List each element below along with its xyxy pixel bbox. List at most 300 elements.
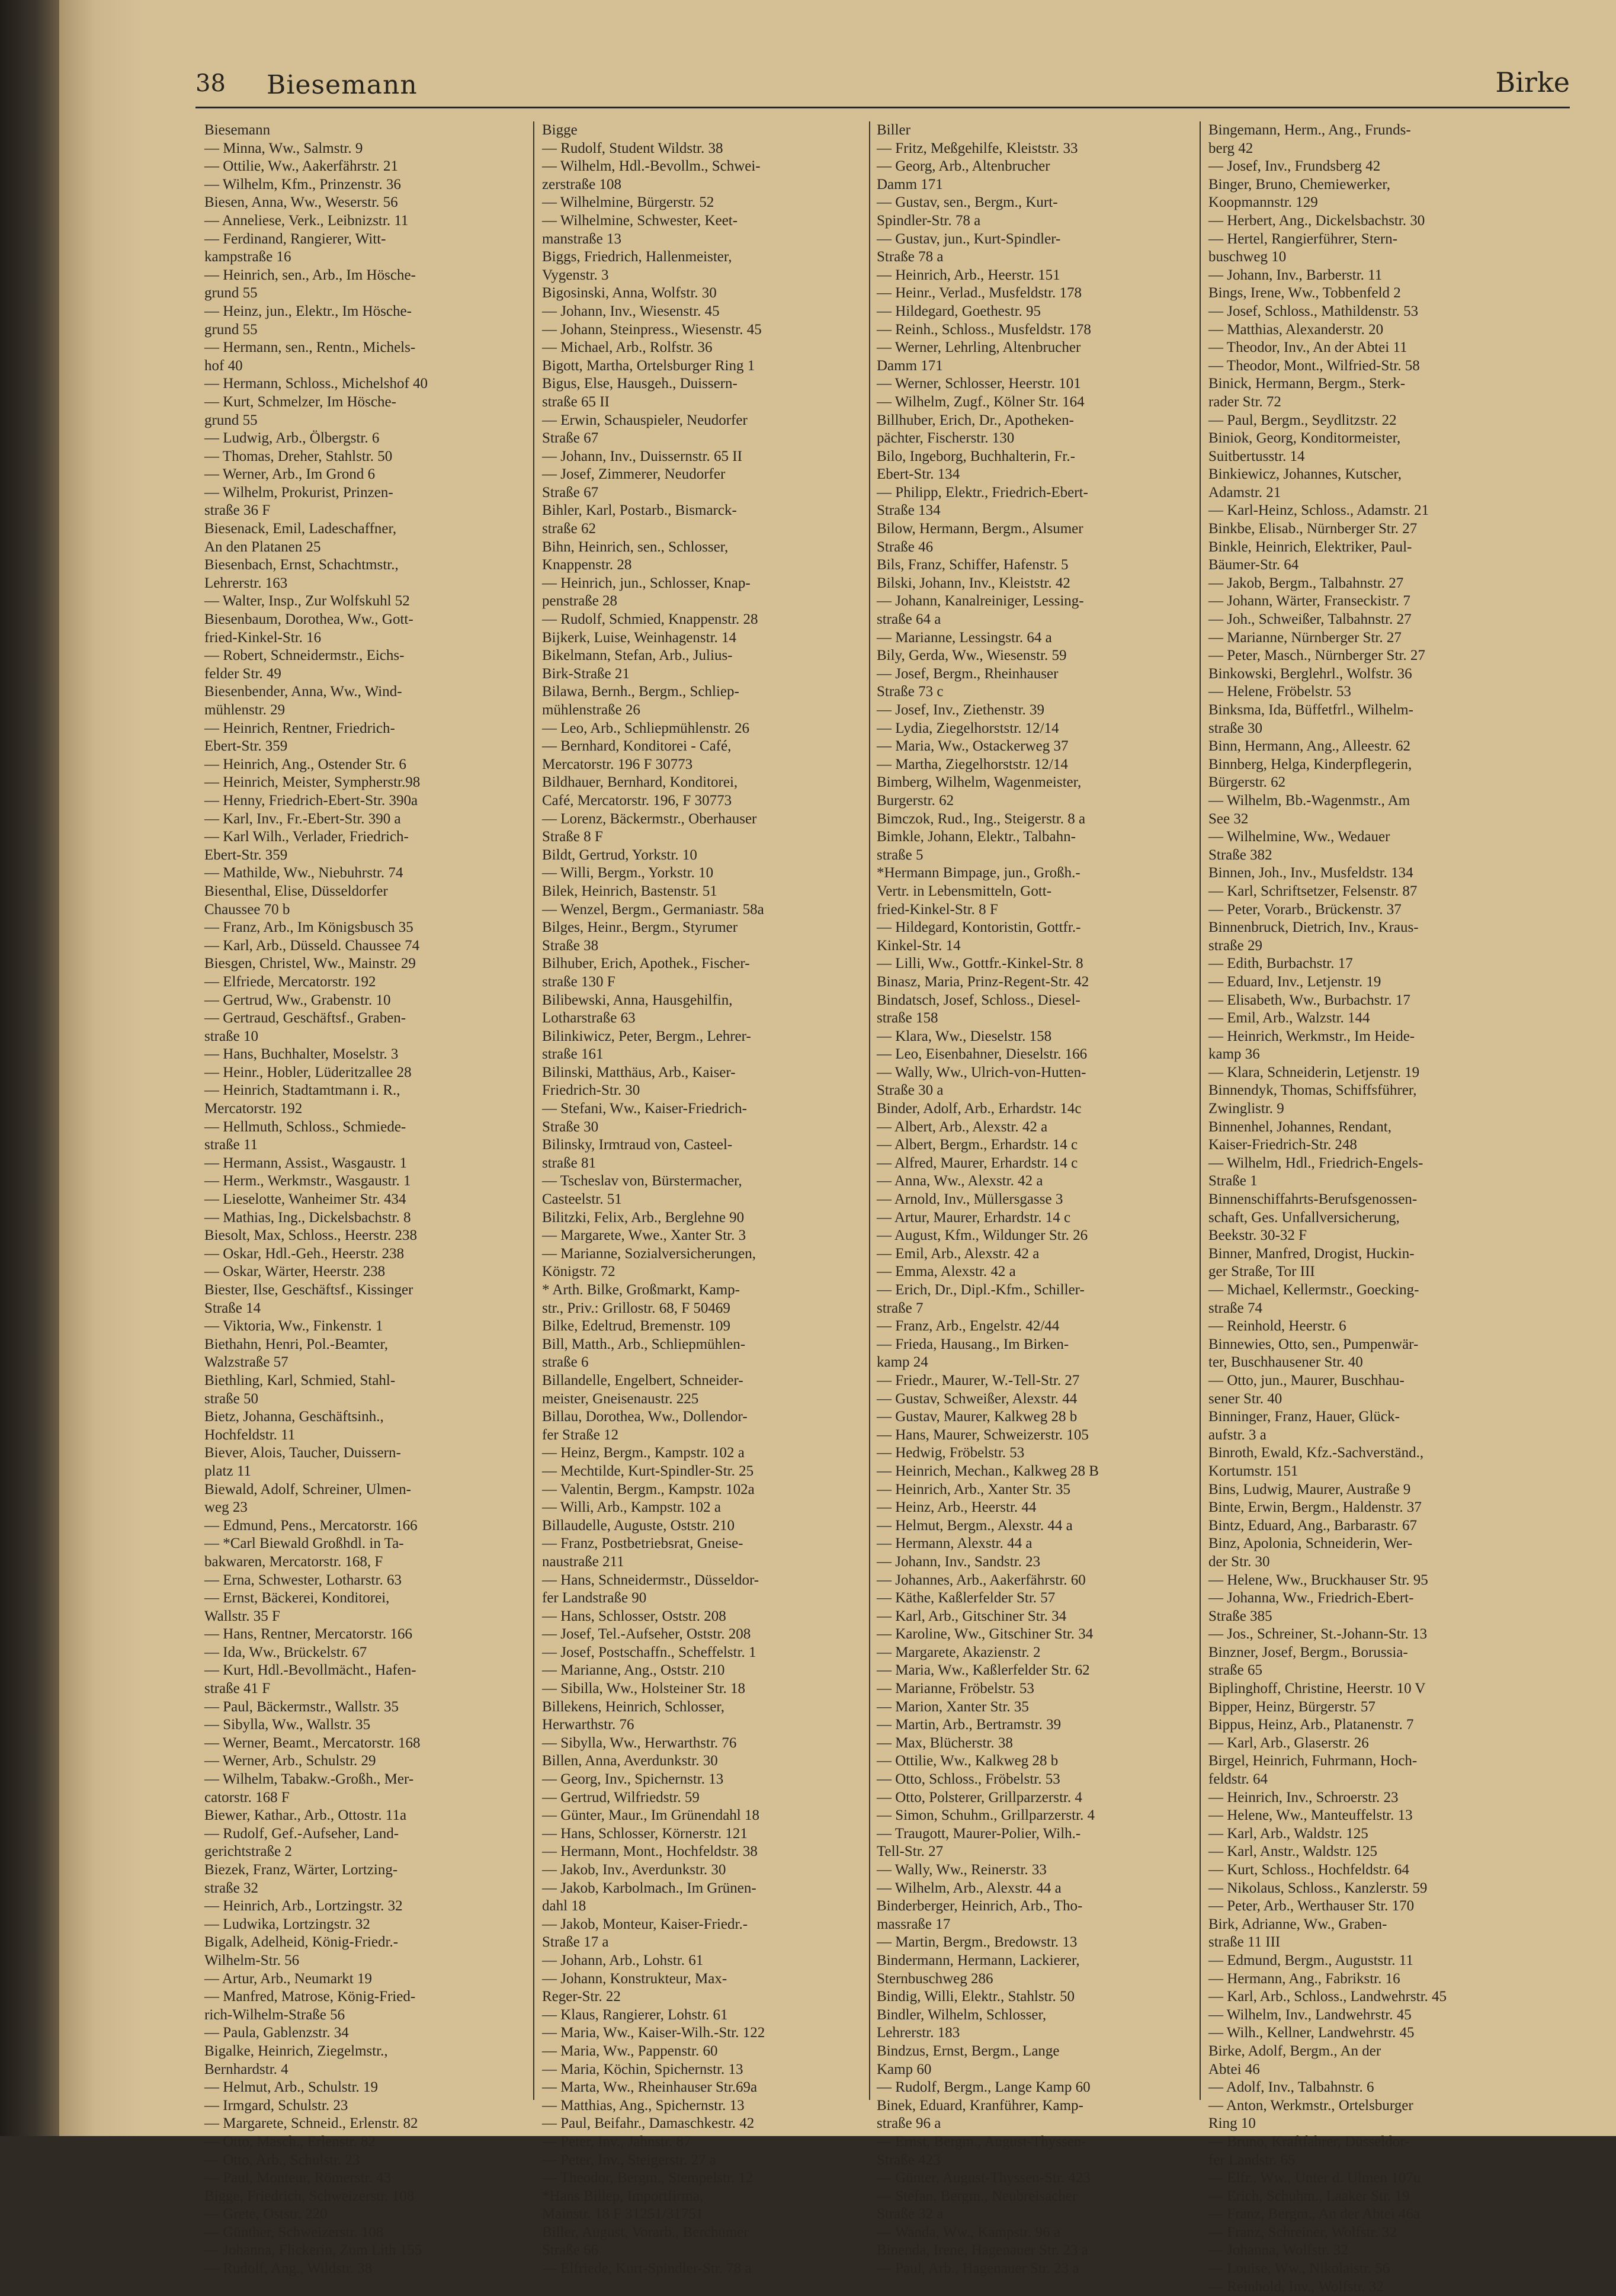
directory-entry-line: — Maria, Ww., Kaßlerfelder Str. 62 [877,1662,1090,1679]
directory-entry-line: — Max, Blücherstr. 38 [877,1734,1013,1751]
directory-entry-line: Kinkel-Str. 14 [877,937,961,954]
directory-entry-line: Biethahn, Henri, Pol.-Beamter, [204,1336,389,1352]
directory-entry-line: Billandelle, Engelbert, Schneider- [542,1372,743,1388]
directory-entry-line: Binnberg, Helga, Kinderpflegerin, [1208,756,1412,772]
directory-entry-line: — Franz, Bergm., An der Abtei 46a [1208,2206,1421,2223]
directory-entry-line: — Hans, Schlosser, Körnerstr. 121 [542,1825,748,1842]
directory-entry-line: — Elisabeth, Ww., Burbachstr. 17 [1208,992,1410,1008]
directory-entry-line: — Frieda, Hausang., Im Birken- [877,1336,1069,1352]
directory-entry-line: Binnen, Joh., Inv., Musfeldstr. 134 [1208,865,1413,881]
directory-entry-line: — Kurt, Schmelzer, Im Hösche- [204,393,396,410]
directory-entry-line: buschweg 10 [1208,249,1287,265]
directory-entry-line: Straße 46 [877,538,934,555]
directory-entry-line: — Hermann, Ang., Fabrikstr. 16 [1208,1970,1400,1987]
directory-entry-line: — Otto, jun., Maurer, Buschhau- [1208,1372,1405,1388]
directory-entry-line: — Wilhelmine, Ww., Wedauer [1208,829,1390,845]
directory-entry-line: Birk, Adrianne, Ww., Graben- [1208,1916,1387,1932]
directory-entry-line: Binninger, Franz, Hauer, Glück- [1208,1409,1400,1425]
directory-entry-line: — Josef, Zimmerer, Neudorfer [542,466,726,483]
directory-entry-line: — Wilhelmine, Bürgerstr. 52 [542,194,714,211]
directory-entry-line: der Str. 30 [1208,1553,1270,1570]
directory-entry-line: — Karl, Arb., Düsseld. Chaussee 74 [204,937,420,954]
directory-entry-line: — Gustav, sen., Bergm., Kurt- [877,194,1058,211]
directory-entry-line: straße 29 [1208,937,1262,954]
directory-entry-line: — Karl, Arb., Waldstr. 125 [1208,1825,1368,1842]
directory-entry-line: Casteelstr. 51 [542,1191,622,1208]
directory-entry-line: — Heinr., Hobler, Lüderitzallee 28 [204,1064,412,1080]
directory-entry-line: straße 7 [877,1300,924,1316]
directory-entry-line: Binte, Erwin, Bergm., Haldenstr. 37 [1208,1499,1422,1516]
directory-entry-line: — Gertrud, Wilfriedstr. 59 [542,1789,700,1806]
directory-entry-line: — Sibylla, Ww., Herwarthstr. 76 [542,1734,737,1751]
directory-entry-line: kampstraße 16 [204,249,291,265]
directory-entry-line: — Elfr., Ww., Unter d. Ulmen 107u [1208,2170,1421,2186]
directory-entry-line: Bings, Irene, Ww., Tobbenfeld 2 [1208,285,1401,302]
directory-entry-line: Binkle, Heinrich, Elektriker, Paul- [1208,538,1412,555]
directory-entry-line: Bilawa, Bernh., Bergm., Schliep- [542,684,739,700]
directory-entry-line: Biever, Alois, Taucher, Duissern- [204,1445,401,1461]
directory-entry-line: Bijkerk, Luise, Weinhagenstr. 14 [542,629,737,646]
directory-entry-line: Binnenhel, Johannes, Rendant, [1208,1118,1391,1135]
directory-entry-line: — Josef, Bergm., Rheinhauser [877,665,1059,682]
directory-entry-line: — Klara, Schneiderin, Letjenstr. 19 [1208,1064,1420,1080]
directory-entry-line: — Michael, Kellermstr., Goecking- [1208,1282,1419,1298]
directory-entry-line: Biesgen, Christel, Ww., Mainstr. 29 [204,955,416,972]
directory-entry-line: — Ernst, Bergm., August-Thyssen- [877,2133,1086,2150]
directory-entry-line: gerichtstraße 2 [204,1843,292,1860]
directory-entry-line: Biggs, Friedrich, Hallenmeister, [542,249,732,265]
directory-entry-line: — Ida, Ww., Brückelstr. 67 [204,1644,367,1660]
directory-entry-line: — Helmut, Bergm., Alexstr. 44 a [877,1517,1073,1534]
directory-entry-line: massraße 17 [877,1916,951,1932]
running-head-right: Birke [1495,66,1570,98]
directory-entry-line: — Matthias, Alexanderstr. 20 [1208,321,1384,338]
book-binding [0,0,59,2136]
directory-entry-line: Straße 38 [542,937,599,954]
directory-entry-line: — Margarete, Akazienstr. 2 [877,1644,1041,1660]
directory-entry-line: Binnenbruck, Dietrich, Inv., Kraus- [1208,919,1419,936]
directory-entry-line: — Hertel, Rangierführer, Stern- [1208,230,1398,247]
directory-entry-line: — Maria, Ww., Ostackerweg 37 [877,738,1069,755]
directory-entry-line: Bihler, Karl, Postarb., Bismarck- [542,502,737,519]
directory-entry-line: — Karoline, Ww., Gitschiner Str. 34 [877,1626,1094,1643]
directory-entry-line: Bernhardstr. 4 [204,2061,288,2077]
directory-entry-line: — Ludwig, Arb., Ölbergstr. 6 [204,430,380,447]
directory-entry-line: — Marta, Ww., Rheinhauser Str.69a [542,2079,758,2096]
directory-entry-line: — Marianne, Ang., Oststr. 210 [542,1662,725,1679]
directory-entry-line: — Hermann, Schloss., Michelshof 40 [204,376,428,392]
directory-entry-line: Lehrerstr. 163 [204,575,288,591]
directory-entry-line: — Sibilla, Ww., Holsteiner Str. 18 [542,1681,746,1697]
directory-entry-line: Binek, Eduard, Kranführer, Kamp- [877,2097,1083,2114]
directory-entry-line: Bilski, Johann, Inv., Kleiststr. 42 [877,575,1070,591]
directory-entry-line: — Robert, Schneidermstr., Eichs- [204,647,405,664]
directory-entry-line: — Paul, Arb., Hagenauer Str. 23 a [877,2260,1079,2277]
directory-entry-line: — Leo, Arb., Schliepmühlenstr. 26 [542,720,749,736]
directory-entry-line: — Hermann, Mont., Hochfeldstr. 38 [542,1843,758,1860]
directory-entry-line: straße 10 [204,1028,258,1044]
directory-entry-line: — Heinrich, jun., Schlosser, Knap- [542,575,751,591]
directory-entry-line: str., Priv.: Grillostr. 68, F 50469 [542,1300,730,1316]
directory-entry-line: — Wilhelm, Inv., Landwehrstr. 45 [1208,2006,1412,2023]
directory-entry-line: — Karl Wilh., Verlader, Friedrich- [204,829,409,845]
directory-entry-line: — Lieselotte, Wanheimer Str. 434 [204,1191,406,1208]
directory-entry-line: Mercatorstr. 192 [204,1101,303,1117]
directory-entry-line: — Anna, Ww., Alexstr. 42 a [877,1173,1043,1189]
directory-entry-line: Binkbe, Elisab., Nürnberger Str. 27 [1208,521,1418,537]
directory-entry-line: — Jos., Schreiner, St.-Johann-Str. 13 [1208,1626,1428,1643]
directory-entry-line: dahl 18 [542,1898,586,1915]
directory-entry-line: straße 36 F [204,502,271,519]
directory-entry-line: Bigus, Else, Hausgeh., Duissern- [542,376,738,392]
directory-entry-line: — Paul, Monteur, Römerstr. 43 [204,2170,391,2186]
directory-entry-line: Binkiewicz, Johannes, Kutscher, [1208,466,1402,483]
directory-entry-line: berg 42 [1208,140,1253,156]
directory-entry-line: Straße 66 [542,2242,599,2259]
directory-entry-line: Bigge, Friedrich, Schweizerstr. 108 [204,2188,415,2204]
directory-entry-line: — Rudolf, Schmied, Knappenstr. 28 [542,611,758,628]
directory-entry-line: — Elfriede, Mercatorstr. 192 [204,973,376,990]
directory-entry-line: — Erich, Dr., Dipl.-Kfm., Schiller- [877,1282,1085,1298]
directory-entry-line: Damm 171 [877,176,943,193]
directory-entry-line: — Fritz, Meßgehilfe, Kleiststr. 33 [877,140,1078,156]
directory-column-3 [877,121,1203,2277]
directory-entry-line: Bindermann, Hermann, Lackierer, [877,1952,1080,1968]
directory-entry-line: Biesenack, Emil, Ladeschaffner, [204,521,397,537]
directory-entry-line: — Heinrich, Inv., Schroerstr. 23 [1208,1789,1399,1806]
directory-entry-line: — Erna, Schwester, Lotharstr. 63 [204,1572,402,1588]
directory-entry-line: — Bernhard, Konditorei - Café, [542,738,732,755]
directory-entry-line: ger Straße, Tor III [1208,1264,1315,1280]
directory-entry-line: Biesenbaum, Dorothea, Ww., Gott- [204,611,413,628]
directory-entry-line: straße 6 [542,1354,589,1371]
directory-entry-line: — Wilhelm, Kfm., Prinzenstr. 36 [204,176,401,193]
directory-entry-line: — Wanda, Ww., Kampstr. 96 a [877,2224,1060,2240]
directory-entry-line: — Georg, Arb., Altenbrucher [877,158,1050,175]
directory-entry-line: — Edmund, Bergm., Auguststr. 11 [1208,1952,1413,1968]
directory-entry-line: — Johann, Wärter, Franseckistr. 7 [1208,593,1410,610]
directory-entry-line: — Artur, Arb., Neumarkt 19 [204,1970,372,1987]
directory-entry-line: — Paula, Gablenzstr. 34 [204,2025,349,2041]
directory-entry-line: — Wilhelm, Bb.-Wagenmstr., Am [1208,792,1410,809]
directory-entry-line: Binasz, Maria, Prinz-Regent-Str. 42 [877,973,1089,990]
directory-entry-line: — Hans, Schneidermstr., Düsseldor- [542,1572,759,1588]
directory-entry-line: — Klara, Ww., Dieselstr. 158 [877,1028,1052,1044]
directory-entry-line: — Stefan, Bergm., Neubreisacher [877,2188,1078,2204]
directory-entry-line: — Helene, Ww., Bruckhauser Str. 95 [1208,1572,1428,1588]
directory-entry-line: mühlenstr. 29 [204,702,286,718]
directory-entry-line: grund 55 [204,321,258,338]
directory-entry-line: Straße 67 [542,484,599,501]
directory-entry-line: straße 32 [204,1880,258,1896]
directory-entry-line: straße 158 [877,1010,938,1027]
directory-entry-line: straße 11 [204,1137,258,1153]
directory-entry-line: — Michael, Arb., Rolfstr. 36 [542,339,713,356]
directory-entry-line: Straße 1 [1208,1173,1258,1189]
directory-entry-line: Straße 14 [204,1300,261,1316]
directory-entry-line: Binnendyk, Thomas, Schiffsführer, [1208,1082,1417,1099]
directory-entry-line: fried-Kinkel-Str. 16 [204,629,322,646]
directory-entry-line: Ebert-Str. 134 [877,466,960,483]
directory-entry-line: — Stefani, Ww., Kaiser-Friedrich- [542,1101,747,1117]
directory-entry-line: — Traugott, Maurer-Polier, Wilh.- [877,1825,1081,1842]
directory-entry-line: *Hans Billep, Importfirma, [542,2188,704,2204]
directory-entry-line: rich-Wilhelm-Straße 56 [204,2006,345,2023]
directory-entry-line: — Heinrich, Arb., Lortzingstr. 32 [204,1898,403,1915]
directory-entry-line: straße 65 [1208,1662,1262,1679]
directory-page [59,0,1616,2295]
directory-entry-line: — Maria, Köchin, Spichernstr. 13 [542,2061,743,2077]
directory-column-4 [1208,121,1534,2295]
directory-entry-line: — Wilh., Kellner, Landwehrstr. 45 [1208,2025,1415,2041]
directory-entry-line: — Irmgard, Schulstr. 23 [204,2097,348,2114]
directory-entry-line: grund 55 [204,285,258,302]
directory-entry-line: Bindler, Wilhelm, Schlosser, [877,2006,1047,2023]
directory-entry-line: — Herbert, Ang., Dickelsbachstr. 30 [1208,212,1425,229]
directory-entry-line: Binksma, Ida, Büffetfrl., Wilhelm- [1208,702,1413,718]
directory-entry-line: — Werner, Arb., Im Grond 6 [204,466,376,483]
directory-entry-line: Biethling, Karl, Schmied, Stahl- [204,1372,396,1388]
directory-entry-line: — Heinrich, Werkmstr., Im Heide- [1208,1028,1415,1044]
directory-entry-line: Koopmannstr. 129 [1208,194,1318,211]
directory-entry-line: Straße 385 [1208,1608,1272,1624]
directory-entry-line: — Erwin, Schauspieler, Neudorfer [542,412,748,428]
directory-entry-line: straße 161 [542,1046,604,1063]
directory-entry-line: Ring 10 [1208,2115,1256,2132]
directory-entry-line: Bipper, Heinz, Bürgerstr. 57 [1208,1698,1375,1715]
directory-entry-line: Binkowski, Berglehrl., Wolfstr. 36 [1208,665,1412,682]
directory-entry-line: Café, Mercatorstr. 196, F 30773 [542,792,732,809]
directory-entry-line: — Klaus, Rangierer, Lohstr. 61 [542,2006,728,2023]
directory-entry-line: Bigosinski, Anna, Wolfstr. 30 [542,285,717,302]
directory-entry-line: — Karl, Arb., Schloss., Landwehrstr. 45 [1208,1989,1447,2005]
directory-entry-line: — Georg, Inv., Spichernstr. 13 [542,1771,724,1788]
directory-entry-line: Kamp 60 [877,2061,932,2077]
directory-entry-line: hof 40 [204,357,243,374]
directory-entry-line: ter, Buschhausener Str. 40 [1208,1354,1363,1371]
directory-entry-line: — Rudolf, Ang., Wildstr. 38 [204,2260,373,2277]
directory-entry-line: Straße 17 a [542,1934,609,1951]
directory-entry-line: — *Carl Biewald Großhdl. in Ta- [204,1535,404,1552]
directory-entry-line: — Jakob, Monteur, Kaiser-Friedr.- [542,1916,748,1932]
directory-entry-line: Königstr. 72 [542,1264,615,1280]
directory-entry-line: — Heinrich, sen., Arb., Im Hösche- [204,267,416,283]
directory-entry-line: — Theodor, Mont., Wilfried-Str. 58 [1208,357,1420,374]
directory-entry-line: — Sibylla, Ww., Wallstr. 35 [204,1717,371,1733]
directory-entry-line: — Josef, Schloss., Mathildenstr. 53 [1208,303,1419,319]
directory-entry-line: — Mechtilde, Kurt-Spindler-Str. 25 [542,1463,754,1479]
directory-entry-line: Abtei 46 [1208,2061,1260,2077]
directory-entry-line: Billekens, Heinrich, Schlosser, [542,1698,724,1715]
directory-entry-line: Bilke, Edeltrud, Bremenstr. 109 [542,1318,731,1335]
directory-entry-line: Bildhauer, Bernhard, Konditorei, [542,774,738,791]
directory-entry-line: — Helene, Ww., Manteuffelstr. 13 [1208,1807,1413,1824]
directory-entry-line: Bikelmann, Stefan, Arb., Julius- [542,647,733,664]
directory-entry-line: — Jakob, Karbolmach., Im Grünen- [542,1880,756,1896]
directory-entry-line: — Otto, Polsterer, Grillparzerstr. 4 [877,1789,1082,1806]
directory-entry-line: — Heinrich, Meister, Sympherstr.98 [204,774,421,791]
directory-entry-line: Bippus, Heinz, Arb., Platanenstr. 7 [1208,1717,1414,1733]
directory-entry-line: — Thomas, Dreher, Stahlstr. 50 [204,448,393,464]
directory-entry-line: straße 62 [542,521,596,537]
directory-entry-line: — Erich, Schuhm., Laaker Str. 19 [1208,2188,1410,2204]
directory-entry-line: — Wilhelm, Hdl.-Bevollm., Schwei- [542,158,761,175]
directory-entry-line: straße 65 II [542,393,610,410]
directory-entry-line: — Wilhelm, Arb., Alexstr. 44 a [877,1880,1062,1896]
directory-entry-line: — Alfred, Maurer, Erhardstr. 14 c [877,1155,1078,1171]
directory-entry-line: — Grete, Oststr. 220 [204,2206,328,2223]
directory-entry-line: — Nikolaus, Schloss., Kanzlerstr. 59 [1208,1880,1428,1896]
directory-entry-line: — Anton, Werkmstr., Ortelsburger [1208,2097,1413,2114]
directory-entry-line: Billhuber, Erich, Dr., Apotheken- [877,412,1074,428]
directory-entry-line: Binz, Apolonia, Schneiderin, Wer- [1208,1535,1413,1552]
directory-entry-line: — Heinz, jun., Elektr., Im Hösche- [204,303,412,319]
directory-entry-line: Adamstr. 21 [1208,484,1281,501]
directory-entry-line: Binger, Bruno, Chemiewerker, [1208,176,1390,193]
directory-entry-line: — Otto, Schloss., Fröbelstr. 53 [877,1771,1060,1788]
directory-entry-line: Mainstr. 18 F 31251/31751 [542,2206,704,2223]
directory-entry-line: *Hermann Bimpage, jun., Großh.- [877,865,1080,881]
directory-entry-line: — Ernst, Bäckerei, Konditorei, [204,1590,390,1606]
directory-entry-line: — Albert, Bergm., Erhardstr. 14 c [877,1137,1078,1153]
directory-entry-line: Wilhelm-Str. 56 [204,1952,300,1968]
directory-entry-line: — Paul, Bäckermstr., Wallstr. 35 [204,1698,399,1715]
directory-entry-line: — Martin, Arb., Bertramstr. 39 [877,1717,1062,1733]
directory-entry-line: Bilhuber, Erich, Apothek., Fischer- [542,955,750,972]
directory-entry-line: Bihn, Heinrich, sen., Schlosser, [542,538,729,555]
directory-entry-line: Walzstraße 57 [204,1354,288,1371]
directory-entry-line: straße 30 [1208,720,1262,736]
directory-entry-line: Bill, Matth., Arb., Schliepmühlen- [542,1336,746,1352]
directory-entry-line: — Otto, Masch., Erlenstr. 82 [204,2133,376,2150]
directory-entry-line: — Wally, Ww., Ulrich-von-Hutten- [877,1064,1086,1080]
directory-entry-line: — Friedr., Maurer, W.-Tell-Str. 27 [877,1372,1080,1388]
directory-entry-line: — Louise, Ww., Nikolaistr. 56 [1208,2260,1390,2277]
directory-entry-line: — Heinz, Arb., Heerstr. 44 [877,1499,1037,1516]
directory-entry-line: — Philipp, Elektr., Friedrich-Ebert- [877,484,1088,501]
running-head-left: Biesemann [267,70,418,100]
directory-entry-line: — Hildegard, Goethestr. 95 [877,303,1041,319]
column-rule [869,121,870,2100]
directory-entry-line: — Josef, Postschaffn., Scheffelstr. 1 [542,1644,756,1660]
directory-entry-line: — Reinh., Schloss., Musfeldstr. 178 [877,321,1091,338]
directory-entry-line: — Otto, Arb., Schulstr. 23 [204,2151,360,2168]
directory-entry-line: — Heinrich, Rentner, Friedrich- [204,720,395,736]
directory-entry-line: — Karl, Inv., Fr.-Ebert-Str. 390 a [204,810,401,827]
directory-entry-line: — Peter, Arb., Werthauser Str. 170 [1208,1898,1415,1915]
directory-entry-line: — Günter, Maur., Im Grünendahl 18 [542,1807,759,1824]
directory-entry-line: Straße 134 [877,502,941,519]
directory-entry-line: Straße 32 a [877,2206,944,2223]
directory-entry-line: — Jakob, Bergm., Talbahnstr. 27 [1208,575,1404,591]
directory-entry-line: Bäumer-Str. 64 [1208,557,1299,573]
directory-entry-line: — Peter, Inv., Jahnstr. 87 [542,2133,691,2150]
directory-entry-line: — Emma, Alexstr. 42 a [877,1264,1016,1280]
directory-entry-line: Bilo, Ingeborg, Buchhalterin, Fr.- [877,448,1075,464]
directory-entry-line: Ebert-Str. 359 [204,846,288,863]
directory-entry-line: * Arth. Bilke, Großmarkt, Kamp- [542,1282,740,1298]
directory-entry-line: platz 11 [204,1463,251,1479]
directory-entry-line: — Reinhold, Heerstr. 6 [1208,1318,1346,1335]
directory-entry-line: — Lydia, Ziegelhorststr. 12/14 [877,720,1059,736]
directory-entry-line: — Johann, Kanalreiniger, Lessing- [877,593,1084,610]
directory-entry-line: naustraße 211 [542,1553,624,1570]
directory-entry-line: Bildt, Gertrud, Yorkstr. 10 [542,846,697,863]
directory-entry-line: Reger-Str. 22 [542,1989,621,2005]
directory-entry-line: Bindatsch, Josef, Schloss., Diesel- [877,992,1080,1008]
directory-entry-line: — Günter, August-Thyssen-Str. 423 [877,2170,1091,2186]
directory-entry-line: grund 55 [204,412,258,428]
directory-entry-line: — Hermann, sen., Rentn., Michels- [204,339,416,356]
directory-entry-line: — Heinrich, Arb., Xanter Str. 35 [877,1481,1071,1497]
directory-entry-line: — Johann, Inv., Sandstr. 23 [877,1553,1041,1570]
directory-entry-line: — Josef, Inv., Frundsberg 42 [1208,158,1381,175]
directory-entry-line: Biller, August, Vorarb., Berchumer [542,2224,749,2240]
directory-entry-line: — Martha, Ziegelhorststr. 12/14 [877,756,1068,772]
directory-entry-line: Bilinski, Matthäus, Arb., Kaiser- [542,1064,736,1080]
directory-entry-line: — Werner, Arb., Schulstr. 29 [204,1753,376,1769]
directory-entry-line: — Marianne, Lessingstr. 64 a [877,629,1052,646]
directory-entry-line: zerstraße 108 [542,176,621,193]
directory-entry-line: Bietz, Johanna, Geschäftsinh., [204,1409,384,1425]
directory-entry-line: Suitbertusstr. 14 [1208,448,1305,464]
directory-entry-line: fried-Kinkel-Str. 8 F [877,901,998,918]
directory-entry-line: — Edmund, Pens., Mercatorstr. 166 [204,1517,418,1534]
directory-entry-line: — Paul, Bergm., Seydlitzstr. 22 [1208,412,1397,428]
directory-entry-line: — Josef, Inv., Ziethenstr. 39 [877,702,1045,718]
directory-entry-line: kamp 24 [877,1354,928,1371]
directory-entry-line: — Heinrich, Stadtamtmann i. R., [204,1082,400,1099]
directory-entry-line: — Artur, Maurer, Erhardstr. 14 c [877,1209,1071,1226]
directory-entry-line: straße 5 [877,846,924,863]
directory-entry-line: — Rudolf, Bergm., Lange Kamp 60 [877,2079,1091,2096]
directory-entry-line: — Johann, Steinpress., Wiesenstr. 45 [542,321,762,338]
directory-entry-line: Binick, Hermann, Bergm., Sterk- [1208,376,1406,392]
directory-entry-line: Straße 8 F [542,829,603,845]
directory-entry-line: — Wilhelm, Tabakw.-Großh., Mer- [204,1771,414,1788]
directory-entry-line: See 32 [1208,810,1249,827]
column-rule [533,121,534,2100]
directory-entry-line: Bigalk, Adelheid, König-Friedr.- [204,1934,399,1951]
directory-entry-line: — Gertraud, Geschäftsf., Graben- [204,1010,406,1027]
directory-entry-line: — Johann, Inv., Duissernstr. 65 II [542,448,742,464]
directory-entry-line: — Oskar, Hdl.-Geh., Heerstr. 238 [204,1245,405,1262]
directory-entry-line: — Johannes, Arb., Aakerfährstr. 60 [877,1572,1086,1588]
directory-entry-line: Bilibewski, Anna, Hausgehilfin, [542,992,733,1008]
directory-entry-line: — Heinrich, Ang., Ostender Str. 6 [204,756,406,772]
directory-entry-line: meister, Gneisenaustr. 225 [542,1390,699,1407]
directory-entry-line: — Gustav, Maurer, Kalkweg 28 b [877,1409,1078,1425]
directory-entry-line: Vertr. in Lebensmitteln, Gott- [877,883,1052,899]
directory-entry-line: — Karl, Arb., Gitschiner Str. 34 [877,1608,1067,1624]
directory-entry-line: straße 64 a [877,611,941,628]
directory-entry-line: — Peter, Inv., Steigerstr. 27 a [542,2151,716,2168]
directory-entry-line: Bingemann, Herm., Ang., Frunds- [1208,122,1411,138]
directory-entry-line: straße 130 F [542,973,615,990]
directory-entry-line: Binner, Manfred, Drogist, Huckin- [1208,1245,1415,1262]
directory-entry-line: aufstr. 3 a [1208,1426,1266,1443]
directory-entry-line: straße 50 [204,1390,258,1407]
directory-entry-line: Mercatorstr. 196 F 30773 [542,756,693,772]
directory-entry-line: fer Straße 12 [542,1426,619,1443]
directory-entry-line: — Heinr., Verlad., Musfeldstr. 178 [877,285,1082,302]
directory-entry-line: — Gustav, Schweißer, Alexstr. 44 [877,1390,1078,1407]
directory-entry-line: — Werner, Beamt., Mercatorstr. 168 [204,1734,421,1751]
directory-column-1 [204,121,530,2277]
directory-entry-line: Herwarthstr. 76 [542,1717,634,1733]
directory-entry-line: — Wally, Ww., Reinerstr. 33 [877,1862,1047,1878]
directory-entry-line: Straße 73 c [877,684,944,700]
